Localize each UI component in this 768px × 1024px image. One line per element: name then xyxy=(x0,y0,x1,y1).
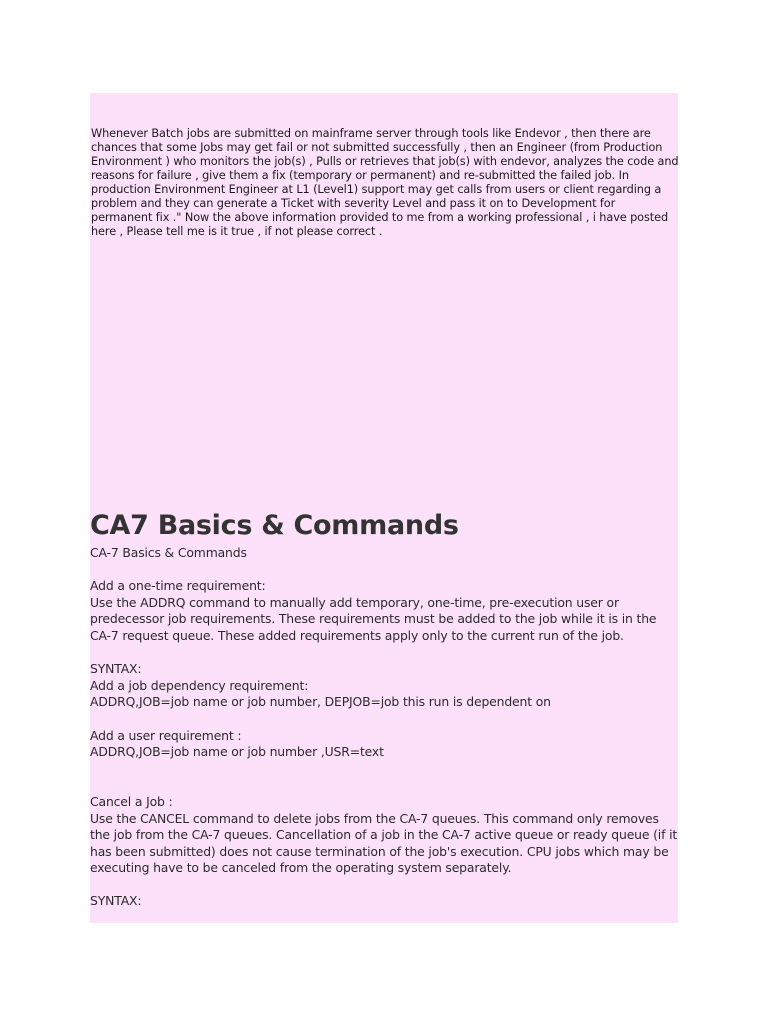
section-title: CA7 Basics & Commands xyxy=(90,510,459,541)
add-onetime-heading: Add a one-time requirement: xyxy=(90,578,266,594)
section-subtitle: CA-7 Basics & Commands xyxy=(90,545,247,560)
intro-paragraph: Whenever Batch jobs are submitted on mainframe server through tools like Endevor , then there are chances that some Jobs may get fail or not submitted successfully , then an Engineer (from Production Environment ) who monitors the job(s) , Pulls or retrieves that job(s) with endevor, analyzes the code and reasons for failure , give them a fix (temporary or permanent) and re-submitted the failed job. In production Environment Engineer at L1 (Level1) support may get calls from users or client regarding a problem and they can generate a Ticket with severity Level and pass it on to Development for permanent fix ." Now the above information provided to me from a working professional , i have posted here , Please tell me is it true , if not please correct . xyxy=(91,127,679,238)
spacer xyxy=(90,562,678,579)
job-dependency-heading: Add a job dependency requirement: xyxy=(90,677,309,693)
user-requirement-syntax: ADDRQ,JOB=job name or job number ,USR=text xyxy=(90,744,384,760)
syntax-label: SYNTAX: xyxy=(90,893,142,909)
spacer xyxy=(90,877,678,894)
user-requirement-heading: Add a user requirement : xyxy=(90,727,242,743)
spacer xyxy=(90,645,678,662)
spacer xyxy=(90,711,678,728)
cancel-job-heading: Cancel a Job : xyxy=(90,793,173,809)
document-page xyxy=(90,93,678,923)
job-dependency-syntax: ADDRQ,JOB=job name or job number, DEPJOB=job this run is dependent on xyxy=(90,694,551,710)
cancel-job-body: Use the CANCEL command to delete jobs from the CA-7 queues. This command only removes the job from the CA-7 queues. Cancellation of a job in the CA-7 active queue or ready queue (if it has been submitted) does not cause termination of the job's execution. CPU jobs which may be executing have to be canceled from the operating system separately. xyxy=(90,810,678,876)
add-onetime-body: Use the ADDRQ command to manually add temporary, one-time, pre-execution user or predecessor job requirements. These requirements must be added to the job while it is in the CA-7 request queue. These added requirements apply only to the current run of the job. xyxy=(90,594,657,643)
syntax-label: SYNTAX: xyxy=(90,661,142,677)
spacer xyxy=(90,761,678,778)
section-content xyxy=(90,545,678,910)
spacer xyxy=(90,777,678,794)
